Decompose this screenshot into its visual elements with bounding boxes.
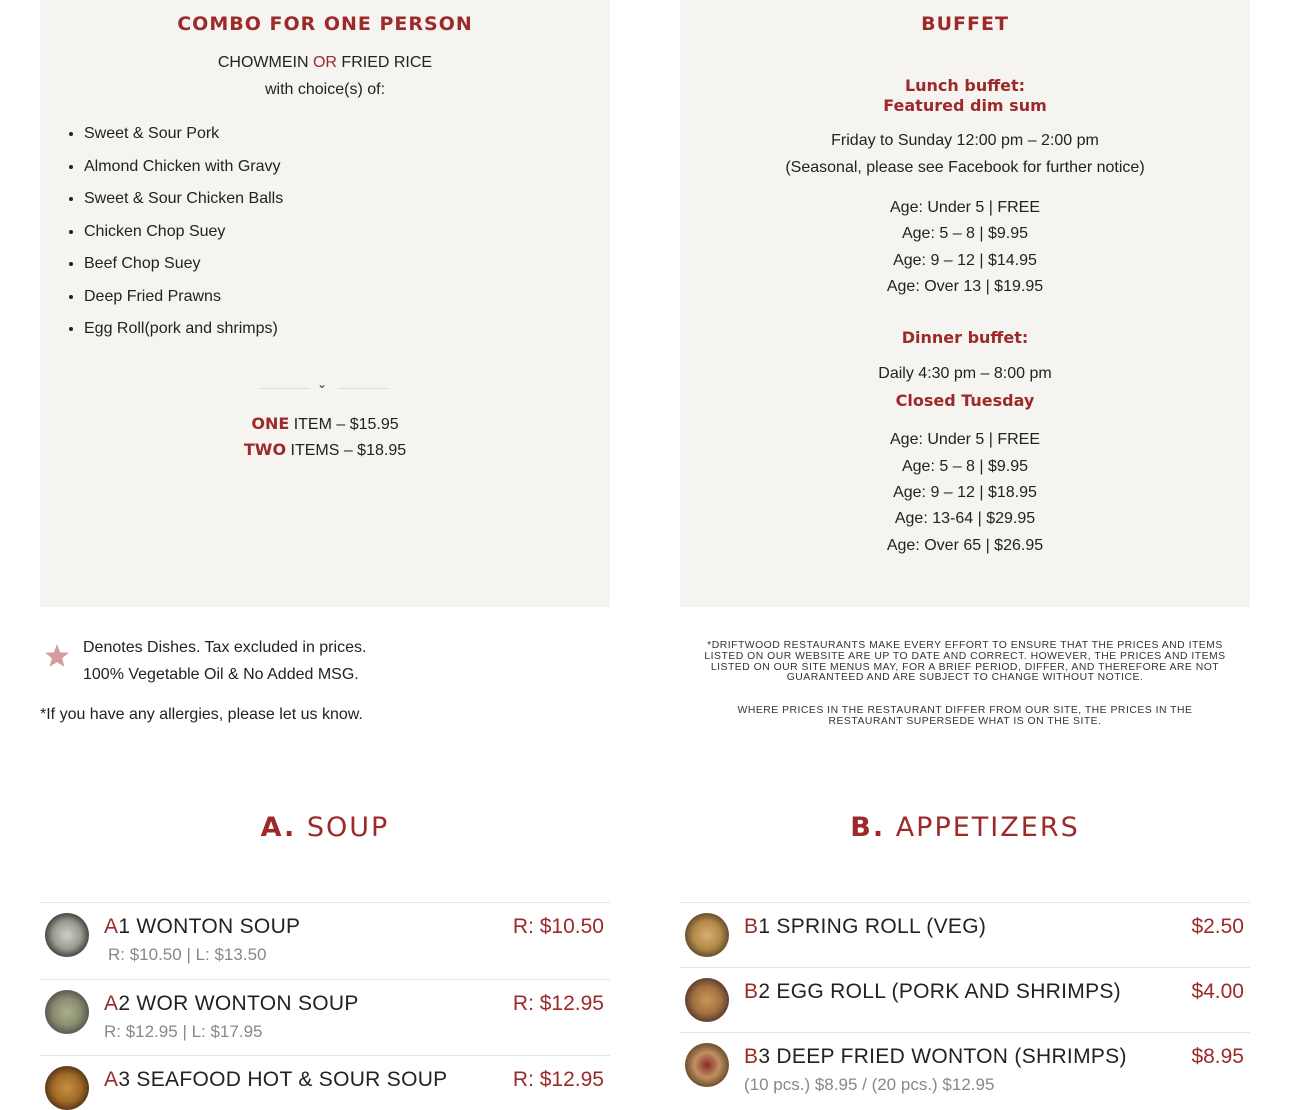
menu-item-a1[interactable] xyxy=(40,902,610,980)
item-size-prices: (10 pcs.) $8.95 / (20 pcs.) $12.95 xyxy=(744,1075,995,1094)
allergy-note: *If you have any allergies, please let us know. xyxy=(40,706,363,723)
dinner-price: Age: 5 – 8 | $9.95 xyxy=(901,458,1029,475)
lunch-buffet-subtitle: Featured dim sum xyxy=(883,96,1047,115)
dinner-price: Age: Over 65 | $26.95 xyxy=(886,537,1044,554)
item-title[interactable] xyxy=(744,915,986,939)
dinner-hours: Daily 4:30 pm – 8:00 pm xyxy=(878,365,1052,382)
item-code: B xyxy=(744,1045,759,1068)
item-price: R: $12.95 xyxy=(512,992,604,1015)
item-title[interactable] xyxy=(104,992,359,1016)
section-divider xyxy=(260,377,390,396)
item-price: R: $10.50 xyxy=(512,915,604,938)
item-code: B xyxy=(744,915,759,938)
hot-sour-soup-thumbnail[interactable] xyxy=(45,1066,89,1110)
item-title[interactable] xyxy=(104,915,300,939)
lunch-price: Age: Under 5 | FREE xyxy=(890,199,1040,216)
wor-wonton-soup-thumbnail[interactable] xyxy=(45,990,89,1034)
menu-item-b2[interactable] xyxy=(680,967,1250,1033)
chowmein-text: CHOWMEIN xyxy=(217,54,313,71)
lunch-price: Age: 9 – 12 | $14.95 xyxy=(893,252,1037,269)
lunch-buffet-title: Lunch buffet: xyxy=(904,76,1026,95)
item-name: 3 SEAFOOD HOT & SOUR SOUP xyxy=(118,1068,448,1091)
appetizers-letter: B. xyxy=(850,812,886,843)
item-code: A xyxy=(104,992,119,1015)
egg-roll-thumbnail[interactable] xyxy=(685,978,729,1022)
item-price: $4.00 xyxy=(1191,980,1244,1003)
price-disclaimer: *DRIFTWOOD RESTAURANTS MAKE EVERY EFFORT TO ENSURE THAT THE PRICES AND ITEMS LISTED ON OUR WEBSITE ARE UP TO DATE AND CORRECT. HOWEVER, THE PRICES AND ITEMS LISTED ON OUR SITE MENUS MAY, FOR A BRIEF PERIOD, DIFFER, AND THEREFORE ARE NOT GUARANTEED AND ARE SUBJECT TO CHANGE WITHOUT NOTICE. xyxy=(704,640,1226,684)
dinner-price: Age: 9 – 12 | $18.95 xyxy=(893,484,1037,501)
list-item: • Sweet & Sour Pork xyxy=(84,118,283,151)
menu-item-a2[interactable] xyxy=(40,979,610,1056)
star-note-line2: 100% Vegetable Oil & No Added MSG. xyxy=(83,666,359,683)
item-name: 1 WONTON SOUP xyxy=(118,915,301,938)
wonton-soup-thumbnail[interactable] xyxy=(45,913,89,957)
soup-letter: A. xyxy=(260,812,297,843)
item-size-prices: R: $12.95 | L: $17.95 xyxy=(104,1022,263,1041)
combo-price-one xyxy=(40,414,610,434)
soup-section-heading xyxy=(40,812,610,843)
or-text: OR xyxy=(312,54,337,71)
list-item: • Sweet & Sour Chicken Balls xyxy=(84,183,283,216)
buffet-title: BUFFET xyxy=(921,13,1009,35)
menu-item-b1[interactable] xyxy=(680,902,1250,968)
item-price: $2.50 xyxy=(1191,915,1244,938)
item-size-prices: R: $10.50 | L: $13.50 xyxy=(108,945,267,964)
item-name: 3 DEEP FRIED WONTON (SHRIMPS) xyxy=(758,1045,1127,1068)
one-label: ONE xyxy=(251,414,290,433)
two-label: TWO xyxy=(243,440,287,459)
spring-roll-thumbnail[interactable] xyxy=(685,913,729,957)
appetizers-section-heading xyxy=(680,812,1250,843)
menu-item-a3[interactable] xyxy=(40,1055,610,1089)
item-title[interactable] xyxy=(104,1068,448,1092)
chevron-down-icon: ⌄ xyxy=(317,377,328,391)
buffet-panel xyxy=(680,0,1250,607)
lunch-hours: Friday to Sunday 12:00 pm – 2:00 pm xyxy=(831,132,1099,149)
list-item: • Chicken Chop Suey xyxy=(84,216,283,249)
item-name: 2 WOR WONTON SOUP xyxy=(118,992,359,1015)
two-price: ITEMS – $18.95 xyxy=(286,442,407,459)
combo-panel xyxy=(40,0,610,607)
item-code: A xyxy=(104,1068,119,1091)
dinner-price: Age: Under 5 | FREE xyxy=(890,431,1040,448)
combo-title: COMBO FOR ONE PERSON xyxy=(177,13,473,35)
list-item: • Egg Roll(pork and shrimps) xyxy=(84,313,283,346)
combo-price-two xyxy=(40,440,610,460)
appetizers-word: APPETIZERS xyxy=(885,812,1080,843)
item-code: A xyxy=(104,915,119,938)
fried-rice-text: FRIED RICE xyxy=(336,54,433,71)
item-name: 1 SPRING ROLL (VEG) xyxy=(758,915,987,938)
star-note-line1: Denotes Dishes. Tax excluded in prices. xyxy=(83,639,367,656)
lunch-note: (Seasonal, please see Facebook for further notice) xyxy=(785,159,1145,176)
lunch-price: Age: Over 13 | $19.95 xyxy=(886,278,1044,295)
combo-base-line xyxy=(40,54,610,72)
item-title[interactable] xyxy=(744,980,1121,1004)
list-item: • Beef Chop Suey xyxy=(84,248,283,281)
star-icon xyxy=(44,643,70,669)
one-price: ITEM – $15.95 xyxy=(289,416,399,433)
item-name: 2 EGG ROLL (PORK AND SHRIMPS) xyxy=(758,980,1121,1003)
soup-word: SOUP xyxy=(296,812,390,843)
combo-items-list xyxy=(64,118,283,346)
item-title[interactable] xyxy=(744,1045,1127,1069)
combo-choice-line: with choice(s) of: xyxy=(264,81,386,98)
lunch-price: Age: 5 – 8 | $9.95 xyxy=(901,225,1029,242)
dinner-closed: Closed Tuesday xyxy=(895,391,1035,410)
item-code: B xyxy=(744,980,759,1003)
fried-wonton-thumbnail[interactable] xyxy=(685,1043,729,1087)
item-price: R: $12.95 xyxy=(512,1068,604,1091)
list-item: • Almond Chicken with Gravy xyxy=(84,151,283,184)
item-price: $8.95 xyxy=(1191,1045,1244,1068)
list-item: • Deep Fried Prawns xyxy=(84,281,283,314)
menu-item-b3[interactable] xyxy=(680,1032,1250,1094)
price-disclaimer-supersede: WHERE PRICES IN THE RESTAURANT DIFFER FROM OUR SITE, THE PRICES IN THE RESTAURANT SUPERSEDE WHAT IS ON THE SITE. xyxy=(737,705,1193,727)
dinner-price: Age: 13-64 | $29.95 xyxy=(894,510,1036,527)
dinner-buffet-title: Dinner buffet: xyxy=(901,328,1029,347)
